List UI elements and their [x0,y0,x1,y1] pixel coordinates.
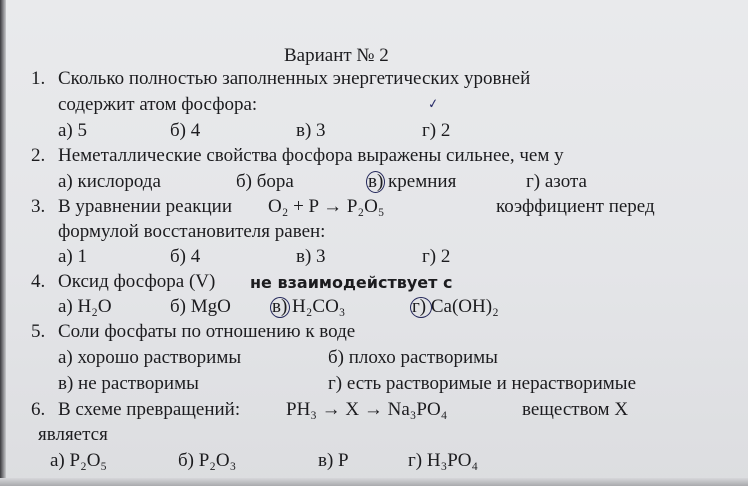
option-d: г) азота [526,171,587,192]
option-b: б) 4 [170,246,201,267]
option-a: а) 5 [58,120,88,141]
question-text: Оксид фосфора (V) [58,271,216,292]
question-text: В схеме превращений: [58,399,241,420]
question-number: 5. [31,321,46,342]
question-text-tail: коэффициент перед [496,196,655,217]
answer-circle-icon [270,297,290,318]
option-a: а) кислорода [58,171,161,192]
question-number: 4. [31,271,46,292]
variant-title: Вариант № 2 [284,45,389,66]
paper-shadow [0,478,748,486]
option-d: г) Ca(OH)₂ [412,296,499,317]
option-b: б) плохо растворимы [328,347,498,368]
option-b: б) P₂O₃ [178,450,237,471]
option-a: а) H₂O [58,296,112,317]
option-b: б) бора [236,171,294,192]
question-text: В уравнении реакции [58,196,233,217]
question-text: Сколько полностью заполненных энергетических уровней [58,68,531,89]
paper-edge [0,0,6,486]
option-c: в) кремния [368,171,457,192]
question-text-bold: не взаимодействует с [250,273,453,292]
option-c: в) P [318,450,349,471]
answer-circle-icon [366,171,385,193]
option-b: б) 4 [170,120,201,141]
answer-circle-icon [410,297,432,318]
option-b: б) MgO [170,296,231,317]
question-text: содержит атом фосфора: [58,94,258,115]
option-a: а) хорошо растворимы [58,347,242,368]
option-d: г) 2 [422,246,451,267]
option-c: в) 3 [296,246,326,267]
question-text: Неметаллические свойства фосфора выражены сильнее, чем у [58,145,564,166]
option-a: а) 1 [58,246,88,267]
reaction-equation: O₂ + P → P₂O₅ [268,196,385,217]
question-number: 1. [31,68,46,89]
option-d: г) H₃PO₄ [408,450,479,471]
question-number: 2. [31,145,46,166]
question-number: 3. [31,196,46,217]
option-c: в) 3 [296,120,326,141]
question-number: 6. [31,399,46,420]
check-mark-icon: ✓ [427,96,440,113]
option-c: в) H₂CO₃ [272,296,346,317]
option-a: а) P₂O₅ [50,450,108,471]
option-d: г) 2 [422,120,451,141]
conversion-scheme: PH₃ → X → Na₃PO₄ [286,399,448,420]
question-text-tail: веществом X [522,399,629,420]
option-c: в) не растворимы [58,373,199,394]
option-d: г) есть растворимые и нерастворимые [328,373,636,394]
question-text: является [38,424,108,445]
question-text: формулой восстановителя равен: [58,221,326,242]
question-text: Соли фосфаты по отношению к воде [58,321,356,342]
